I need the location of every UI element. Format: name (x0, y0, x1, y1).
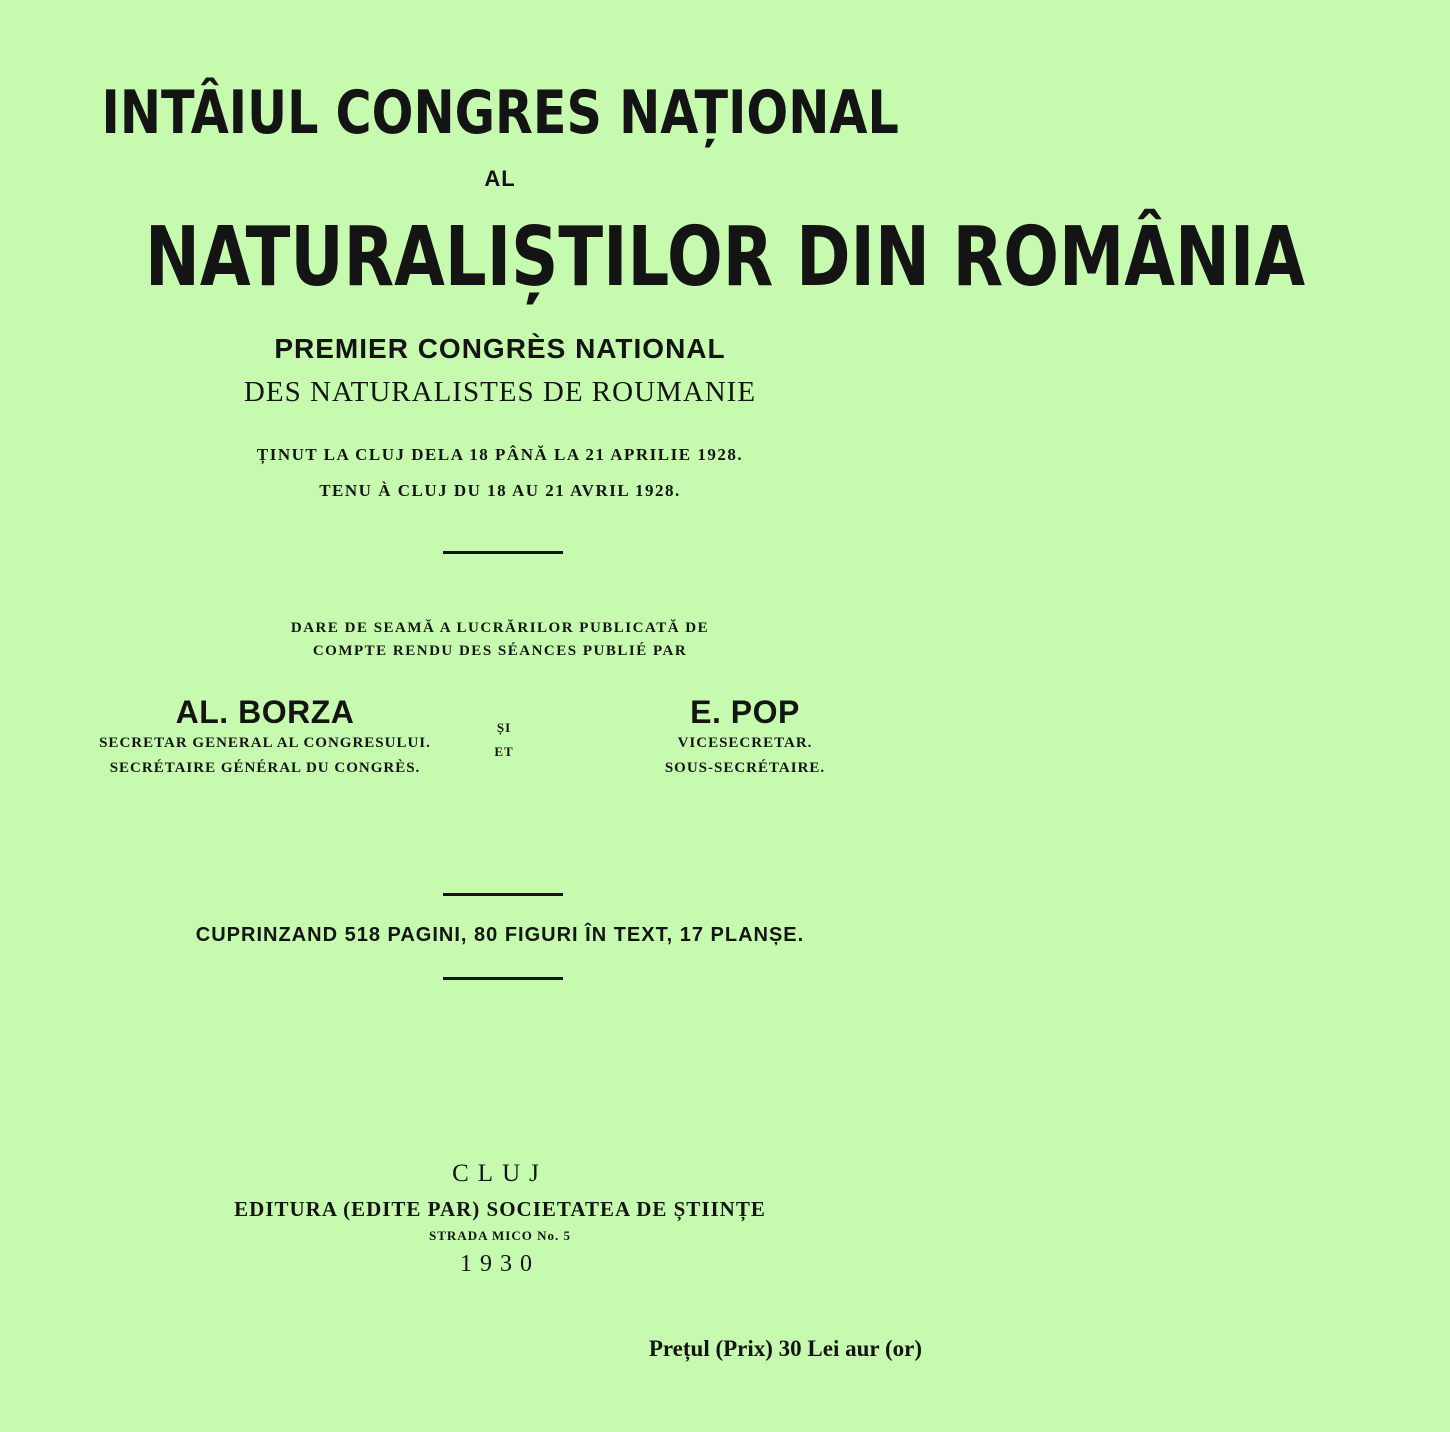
author-conjunction (474, 716, 534, 764)
held-romanian: ȚINUT LA CLUJ DELA 18 PÂNĂ LA 21 APRILIE 1928. (256, 445, 744, 464)
divider-rule (443, 893, 563, 896)
author-right (610, 693, 880, 781)
author-left-role-fr: SECRÉTAIRE GÉNÉRAL DU CONGRÈS. (109, 760, 421, 776)
price-label: Prețul (Prix) 30 Lei aur (or) (648, 1336, 922, 1361)
divider-rule (443, 551, 563, 554)
french-title-line-1: PREMIER CONGRÈS NATIONAL (274, 333, 726, 364)
author-left-role-ro: SECRETAR GENERAL AL CONGRESULUI. (99, 735, 431, 751)
held-french: TENU À CLUJ DU 18 AU 21 AVRIL 1928. (319, 481, 681, 500)
title-line-2: AL (484, 166, 516, 191)
author-right-name: E. POP (690, 694, 800, 730)
author-right-role-ro: VICESECRETAR. (677, 735, 813, 751)
imprint-city: CLUJ (452, 1160, 548, 1187)
imprint-address: STRADA MICO No. 5 (429, 1228, 571, 1243)
author-right-role-fr: SOUS-SECRÉTAIRE. (664, 760, 826, 776)
french-title-line-2: DES NATURALISTES DE ROUMANIE (243, 376, 757, 408)
title-line-3-text: NATURALIȘTILOR DIN ROMÂNIA (145, 210, 1306, 305)
author-left-name: AL. BORZA (175, 694, 355, 730)
report-romanian: DARE DE SEAMĂ A LUCRĂRILOR PUBLICATĂ DE (290, 620, 710, 636)
title-line-1 (0, 78, 1000, 148)
contents-line: CUPRINZAND 518 PAGINI, 80 FIGURI ÎN TEXT, 17 PLANȘE. (195, 924, 805, 946)
title-line-3 (0, 210, 1306, 305)
title-line-1-text: INTÂIUL CONGRES NAȚIONAL (101, 78, 899, 148)
imprint-publisher: EDITURA (EDITE PAR) SOCIETATEA DE ȘTIINȚE (234, 1197, 766, 1221)
conjunction-fr: ET (494, 744, 514, 759)
conjunction-ro: ȘI (496, 720, 512, 735)
imprint-year: 1930 (460, 1251, 540, 1277)
author-left (60, 693, 470, 781)
report-french: COMPTE RENDU DES SÉANCES PUBLIÉ PAR (312, 643, 688, 659)
divider-rule (443, 977, 563, 980)
